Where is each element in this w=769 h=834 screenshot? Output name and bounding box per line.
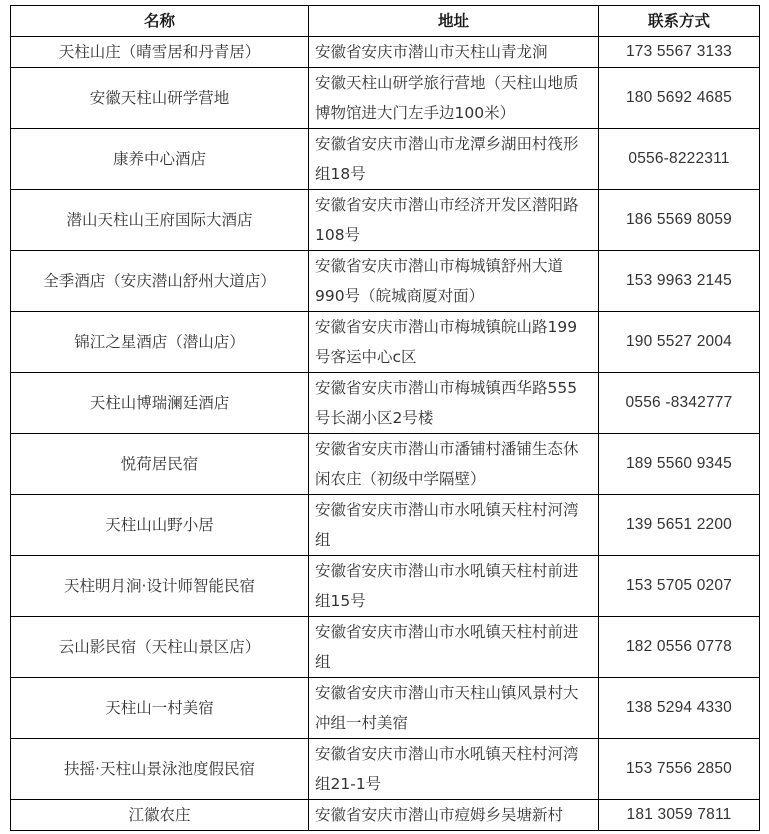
header-row: [11, 6, 760, 37]
address-cell: 安徽省安庆市潜山市痘姆乡吴塘新村: [309, 800, 599, 831]
table-row: [11, 434, 760, 495]
address-cell: 安徽省安庆市潜山市梅城镇舒州大道990号（皖城商厦对面）: [309, 251, 599, 312]
table-row: [11, 617, 760, 678]
address-cell: 安徽省安庆市潜山市潘铺村潘铺生态休闲农庄（初级中学隔壁）: [309, 434, 599, 495]
phone-cell: 138 5294 4330: [599, 678, 760, 739]
name-cell: 康养中心酒店: [11, 129, 309, 190]
name-cell: 天柱山山野小居: [11, 495, 309, 556]
phone-cell: 153 7556 2850: [599, 739, 760, 800]
phone-cell: 182 0556 0778: [599, 617, 760, 678]
address-cell: 安徽省安庆市潜山市梅城镇皖山路199号客运中心c区: [309, 312, 599, 373]
name-cell: 安徽天柱山研学营地: [11, 68, 309, 129]
name-cell: 江徽农庄: [11, 800, 309, 831]
name-cell: 悦荷居民宿: [11, 434, 309, 495]
phone-cell: 189 5560 9345: [599, 434, 760, 495]
phone-cell: 153 5705 0207: [599, 556, 760, 617]
table-header: [11, 6, 760, 37]
address-cell: 安徽天柱山研学旅行营地（天柱山地质博物馆进大门左手边100米）: [309, 68, 599, 129]
phone-cell: 173 5567 3133: [599, 37, 760, 68]
phone-cell: 190 5527 2004: [599, 312, 760, 373]
header-address: 地址: [309, 6, 599, 37]
address-cell: 安徽省安庆市潜山市梅城镇西华路555号长湖小区2号楼: [309, 373, 599, 434]
table-row: [11, 739, 760, 800]
table-row: [11, 190, 760, 251]
address-cell: 安徽省安庆市潜山市天柱山青龙涧: [309, 37, 599, 68]
table-row: [11, 312, 760, 373]
table-row: [11, 373, 760, 434]
address-cell: 安徽省安庆市潜山市天柱山镇风景村大冲组一村美宿: [309, 678, 599, 739]
address-cell: 安徽省安庆市潜山市水吼镇天柱村前进组: [309, 617, 599, 678]
name-cell: 天柱山庄（晴雪居和丹青居）: [11, 37, 309, 68]
phone-cell: 139 5651 2200: [599, 495, 760, 556]
address-cell: 安徽省安庆市潜山市水吼镇天柱村前进组15号: [309, 556, 599, 617]
name-cell: 天柱山一村美宿: [11, 678, 309, 739]
name-cell: 云山影民宿（天柱山景区店）: [11, 617, 309, 678]
name-cell: 天柱明月涧·设计师智能民宿: [11, 556, 309, 617]
name-cell: 全季酒店（安庆潜山舒州大道店）: [11, 251, 309, 312]
table-row: [11, 556, 760, 617]
phone-cell: 186 5569 8059: [599, 190, 760, 251]
address-cell: 安徽省安庆市潜山市经济开发区潜阳路108号: [309, 190, 599, 251]
address-cell: 安徽省安庆市潜山市龙潭乡湖田村筏形组18号: [309, 129, 599, 190]
phone-cell: 0556-8222311: [599, 129, 760, 190]
accommodation-contact-table: [10, 5, 760, 831]
header-contact: 联系方式: [599, 6, 760, 37]
table-body: [11, 37, 760, 831]
name-cell: 潜山天柱山王府国际大酒店: [11, 190, 309, 251]
table-row: [11, 68, 760, 129]
name-cell: 天柱山博瑞澜廷酒店: [11, 373, 309, 434]
name-cell: 锦江之星酒店（潜山店）: [11, 312, 309, 373]
header-name: 名称: [11, 6, 309, 37]
phone-cell: 153 9963 2145: [599, 251, 760, 312]
phone-cell: 0556 -8342777: [599, 373, 760, 434]
name-cell: 扶摇·天柱山景泳池度假民宿: [11, 739, 309, 800]
table-row: [11, 129, 760, 190]
address-cell: 安徽省安庆市潜山市水吼镇天柱村河湾组21-1号: [309, 739, 599, 800]
phone-cell: 181 3059 7811: [599, 800, 760, 831]
table-row: [11, 37, 760, 68]
table-row: [11, 495, 760, 556]
table-row: [11, 251, 760, 312]
phone-cell: 180 5692 4685: [599, 68, 760, 129]
table-row: [11, 800, 760, 831]
accommodation-contact-table-container: [10, 5, 759, 831]
address-cell: 安徽省安庆市潜山市水吼镇天柱村河湾组: [309, 495, 599, 556]
table-row: [11, 678, 760, 739]
